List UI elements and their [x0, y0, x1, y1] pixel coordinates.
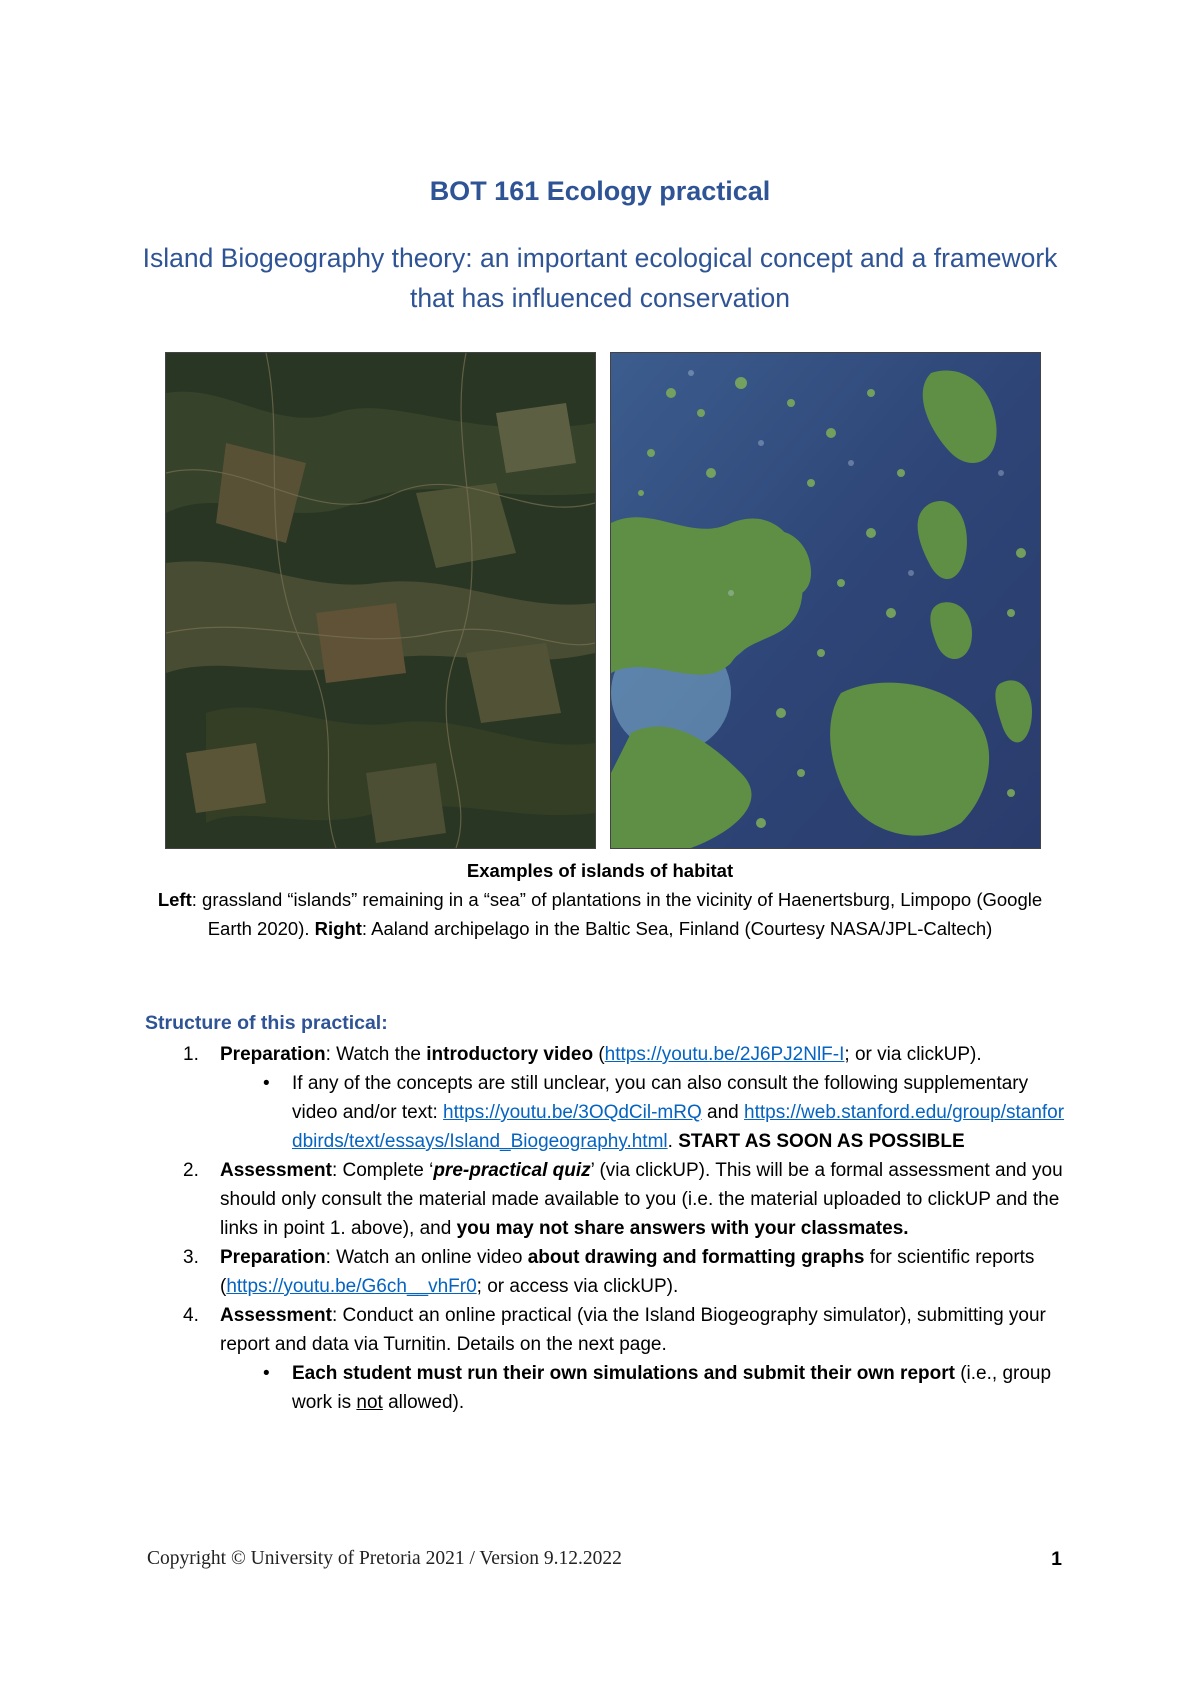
item-number: 4. — [183, 1305, 199, 1326]
page-subtitle: Island Biogeography theory: an important ecological concept and a framework that has influenced conservation — [142, 243, 1058, 313]
caption-right-label: Right — [314, 918, 362, 939]
bullet-icon: • — [263, 1363, 270, 1384]
list-item — [145, 1243, 1065, 1301]
caption-body — [140, 885, 1060, 943]
structure-list — [145, 1040, 1065, 1417]
intro-video-link[interactable]: https://youtu.be/2J6PJ2NlF-I — [604, 1044, 845, 1065]
subitem-text: (i.e., group work is — [292, 1363, 1052, 1413]
supplementary-video-link[interactable]: https://youtu.be/3OQdCil-mRQ — [443, 1102, 702, 1123]
list-item — [145, 1040, 1065, 1069]
subitem-underlined-text: not — [356, 1392, 383, 1413]
caption-left-text: : grassland “islands” remaining in a “sea” of plantations in the vicinity of Haenertsburg, Limpopo (Google Earth 2020). — [191, 889, 1043, 939]
graphs-video-link[interactable]: https://youtu.be/G6ch__vhFr0 — [226, 1276, 477, 1297]
item-bold-text: about drawing and formatting graphs — [527, 1247, 865, 1268]
stanford-text-link[interactable]: https://web.stanford.edu/group/stanfordbirds/text/essays/Island_Biogeography.html — [292, 1102, 1065, 1152]
subitem-bold-text: Each student must run their own simulations and submit their own report — [292, 1363, 955, 1384]
item-label: Assessment — [220, 1160, 332, 1181]
list-item — [145, 1301, 1065, 1359]
item-text: : Conduct an online practical (via the Island Biogeography simulator), submitting your report and data via Turnitin. Details on the next page. — [220, 1305, 1046, 1355]
satellite-archipelago-icon — [611, 353, 1040, 848]
item-bold-text: introductory video — [426, 1044, 594, 1065]
caption-left-label: Left — [157, 889, 192, 910]
item-text: ; or access via clickUP). — [476, 1276, 679, 1297]
item-number: 3. — [183, 1247, 199, 1268]
item-text: ; or via clickUP). — [844, 1044, 982, 1065]
caption-right-text: : Aaland archipelago in the Baltic Sea, Finland (Courtesy NASA/JPL-Caltech) — [361, 918, 993, 939]
item-label: Preparation — [220, 1044, 326, 1065]
page-title: BOT 161 Ecology practical — [429, 176, 771, 206]
item-text: : Complete ‘ — [331, 1160, 434, 1181]
bullet-icon: • — [263, 1073, 270, 1094]
item-text: : Watch the — [325, 1044, 427, 1065]
archipelago-satellite-image — [610, 352, 1041, 849]
item-number: 1. — [183, 1044, 199, 1065]
item-bold-text: you may not share answers with your classmates. — [456, 1218, 909, 1239]
figure-caption — [140, 856, 1060, 943]
item-label: Assessment — [220, 1305, 332, 1326]
caption-title: Examples of islands of habitat — [466, 860, 734, 881]
item-text: for scientific reports ( — [220, 1247, 1035, 1297]
footer-copyright: Copyright © University of Pretoria 2021 / Version 9.12.2022 — [147, 1548, 622, 1569]
item-text: ( — [593, 1044, 605, 1065]
subitem-text: . — [667, 1131, 679, 1152]
list-subitem — [145, 1069, 1065, 1156]
item-text: ’ (via clickUP). This will be a formal assessment and you should only consult the material made available to you (i.e. the material uploaded to clickUP and the links in point 1. above), and — [220, 1160, 1063, 1239]
item-text: : Watch an online video — [325, 1247, 528, 1268]
subitem-text: allowed). — [382, 1392, 465, 1413]
list-item — [145, 1156, 1065, 1243]
structure-heading: Structure of this practical: — [145, 1012, 388, 1034]
page-number: 1 — [1051, 1548, 1062, 1570]
subitem-text: If any of the concepts are still unclear, you can also consult the following supplementary video and/or text: — [292, 1073, 1029, 1123]
subitem-text: and — [701, 1102, 745, 1123]
grassland-satellite-image — [165, 352, 596, 849]
item-label: Preparation — [220, 1247, 326, 1268]
quiz-name: pre-practical quiz — [433, 1160, 591, 1181]
subitem-bold-text: START AS SOON AS POSSIBLE — [678, 1131, 965, 1152]
satellite-grassland-plantations-icon — [166, 353, 595, 848]
item-number: 2. — [183, 1160, 199, 1181]
list-subitem — [145, 1359, 1065, 1417]
